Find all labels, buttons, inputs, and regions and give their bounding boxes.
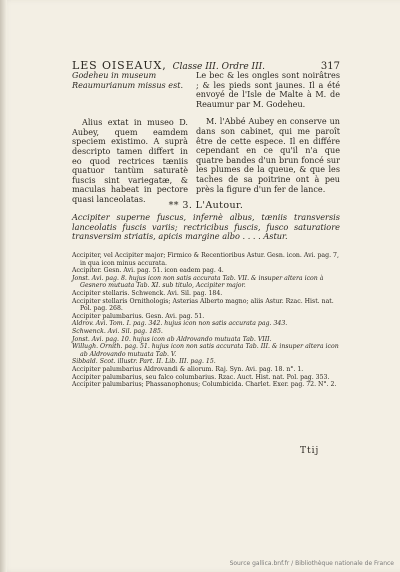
synonym-entry: Accipiter stellaris. Schwenck. Avi. Sil. pag. 184. xyxy=(72,289,223,297)
right-paragraph: M. l'Abbé Aubey en conserve un dans son cabinet, qui me paroît être de cette espece. Il en différe cependant en ce qu'il n'a que quatre bandes d'un brun foncé sur les plumes de la queue, & que les taches de sa poitrine ont à peu près la figure d'un fer de lance. xyxy=(196,116,340,194)
section-description: Accipiter superne fuscus, infernè albus, tæniis transversis lanceolatis fuscis variis; rectricibus fuscis, fusco saturatiore transversim striatis, apicis margine albo . . . . Astur. xyxy=(72,212,340,242)
right-top-note: Le bec & les ongles sont noirâtres ; & les pieds sont jaunes. Il a été envoyé de l'Isle de Malte à M. de Reaumur par M. Godeheu. xyxy=(196,70,340,109)
left-top-note: Godeheu in museum Reaumurianum missus est. xyxy=(72,70,184,90)
synonym-entry: Willugh. Ornith. pag. 51. hujus icon non satis accurata Tab. III. & insuper altera icon ab Aldrovando mutuata Tab. V. xyxy=(72,343,339,358)
section-title: ** 3. L'Autour. xyxy=(168,200,244,211)
synonym-entry: Schwenck. Avi. Sil. pag. 185. xyxy=(72,327,163,335)
synonym-list xyxy=(72,252,340,389)
synonym-entry: Jonst. Avi. pag. 10. hujus icon ab Aldrovando mutuata Tab. VIII. xyxy=(72,335,272,343)
running-title: LES OISEAUX, xyxy=(72,59,167,72)
left-paragraph: Alius extat in museo D. Aubey, quem eamdem speciem existimo. A suprà descripto tamen differt in eo quod rectrices tæniis quatuor tantùm saturatè fuscis sint variegatæ, & maculas habeat in pectore quasi lanceolatas. xyxy=(72,117,188,204)
right-column-french xyxy=(196,71,340,194)
synonym-entry: Accipiter palumbarius, seu falco columbarius. Rzac. Auct. Hist. nat. Pol. pag. 353. xyxy=(72,373,330,381)
synonym-entry: Jonst. Avi. pag. 8. hujus icon non satis accurata Tab. VII. & insuper altera icon à Gesnero mutuata Tab. XI. sub titulo, Accipiter major. xyxy=(72,274,324,290)
synonym-entry: Accipiter. Gesn. Avi. pag. 51. icon eadem pag. 4. xyxy=(72,267,224,275)
synonym-entry: Accipiter palumbarius Aldrovandi & aliorum. Raj. Syn. Avi. pag. 18. n°. 1. xyxy=(72,365,304,373)
page-gutter-shadow xyxy=(0,0,7,572)
synonym-entry: Accipiter, vel Accipiter major; Firmico & Recentioribus Astur. Gesn. icon. Avi. pag. 7, in qua icon minus accurata. xyxy=(72,252,339,267)
class-order: Classe III. Ordre III. xyxy=(172,62,266,72)
synonym-entry: Aldrov. Avi. Tom. I. pag. 342. hujus icon non satis accurata pag. 343. xyxy=(72,320,288,328)
source-credit: Source gallica.bnf.fr / Bibliothèque nationale de France xyxy=(229,560,394,567)
page-number: 317 xyxy=(320,61,340,72)
signature-mark: Ttij xyxy=(300,446,320,456)
synonym-entry: Accipiter stellaris Ornithologis; Asterias Alberto magno; aliis Astur. Rzac. Hist. nat. Pol. pag. 268. xyxy=(72,297,334,313)
left-column-latin xyxy=(72,71,188,205)
synonym-entry: Accipiter palumbarius. Gesn. Avi. pag. 51. xyxy=(72,312,205,320)
synonym-entry: Sibbald. Scot. illustr. Part. II. Lib. III. pag. 15. xyxy=(72,358,216,366)
synonym-entry: Accipiter palumbarius; Phassanophonus; Columbicida. Charlet. Exer. pag. 72. N°. 2. xyxy=(72,381,337,389)
